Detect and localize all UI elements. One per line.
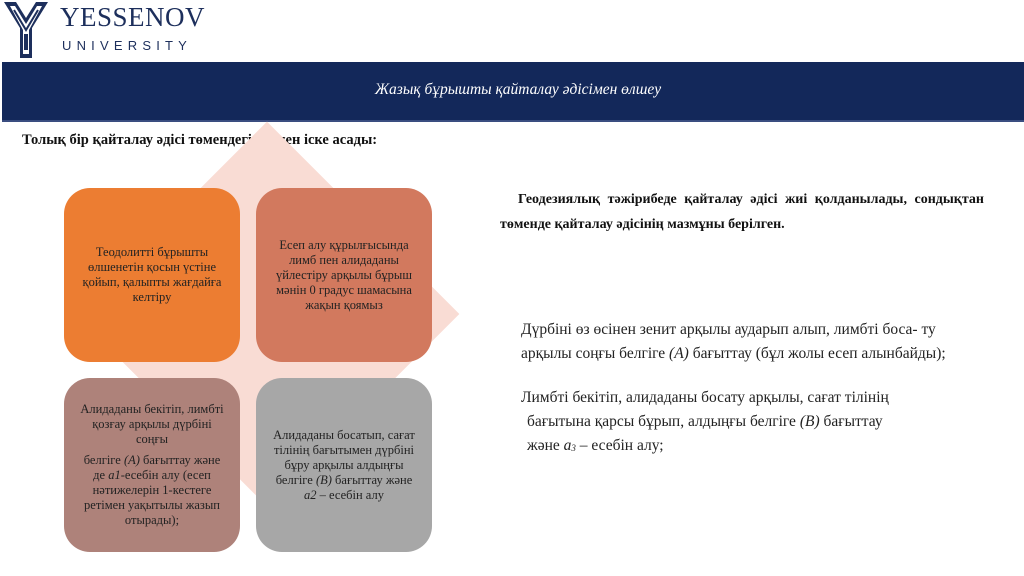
step-box-2-text: Есеп алу құрылғысында лимб пен алидаданы үйлестіру арқылы бұрыш мәнін 0 градус шамасына жақын қоямыз	[276, 237, 412, 312]
step-box-3-line1: Алидаданы бекітіп, лимбті қозғау арқылы дүрбіні соңғы	[80, 402, 224, 446]
step-box-1	[64, 188, 240, 362]
step-box-3-text	[80, 402, 224, 528]
step-paragraph-3: Дүрбіні өз өсінен зенит арқылы аударып алып, лимбті боса- ту арқылы соңғы белгіге (А) бағыттау (бұл жолы есеп алынбайды);	[521, 321, 946, 362]
university-logo	[0, 0, 220, 60]
step-paragraph-4-line1: Лимбті бекітіп, алидаданы босату арқылы, сағат тілінің	[521, 389, 889, 406]
slide-title: Жазық бұрышты қайталау әдісімен өлшеу	[374, 81, 662, 98]
step-box-3-line2: белгіге (А) бағыттау және де а1-есебін алу (есеп нәтижелерін 1-кестеге ретімен уақытылы жазып отырады);	[83, 453, 221, 527]
step-box-1-text: Теодолитті бұрышты өлшенетін қосын үстіне қойып, қалыпты жағдайға келтіру	[82, 245, 222, 304]
step-box-4-text: Алидаданы босатып, сағат тілінің бағытымен дүрбіні бұру арқылы алдыңғы белгіге (В) бағыттау және а2 – есебін алу	[273, 427, 415, 502]
step-box-3	[64, 378, 240, 552]
yessenov-emblem-icon	[2, 0, 50, 60]
title-banner	[2, 62, 1024, 122]
step-paragraph-4-line2: бағытына қарсы бұрып, алдыңғы белгіге (В) бағыттау	[527, 413, 883, 430]
logo-title: YESSENOV	[60, 2, 206, 32]
step-box-4	[256, 378, 432, 552]
section-heading: Толық бір қайталау әдісі төмендегі ретпен іске асады:	[22, 132, 378, 148]
step-paragraph-4-line3: және а3 – есебін алу;	[527, 437, 664, 454]
step-paragraph-4	[521, 386, 986, 460]
step-box-2	[256, 188, 432, 362]
logo-subtitle: UNIVERSITY	[62, 38, 193, 53]
intro-paragraph: Геодезиялық тәжірибеде қайталау әдісі жиі қолданылады, сондықтан төменде қайталау әдісінің мазмұны берілген.	[500, 192, 984, 232]
